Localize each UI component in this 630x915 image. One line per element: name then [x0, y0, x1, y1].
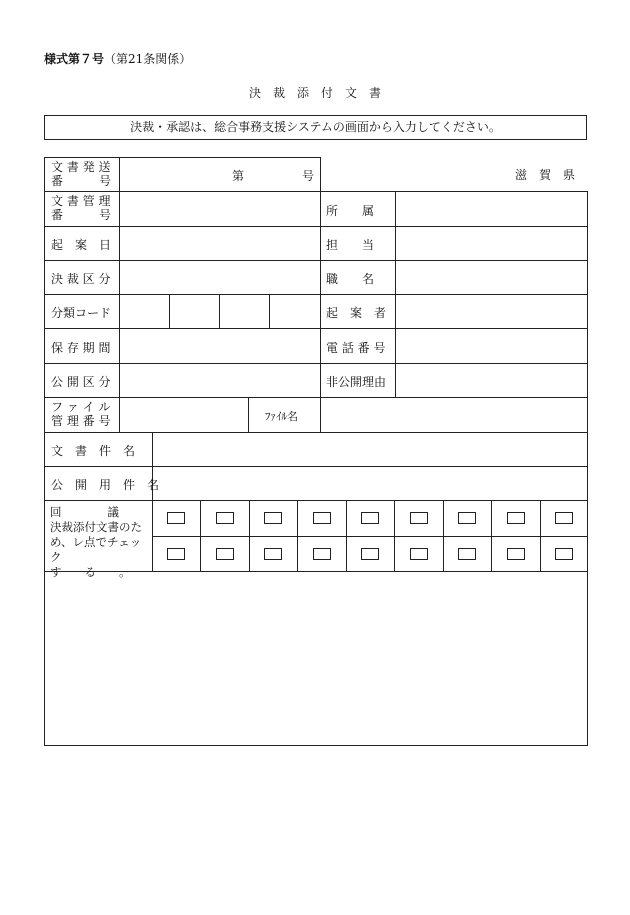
label-line: 回 議 [50, 505, 119, 519]
label-line: 番 号 [51, 174, 112, 188]
confirm-checkbox[interactable] [216, 512, 234, 524]
checkbox-col-divider [394, 500, 395, 571]
send-no-right-border [320, 157, 321, 191]
draft-date-label: 起 案 日 [51, 238, 112, 252]
confirm-checkbox[interactable] [555, 512, 573, 524]
confirm-checkbox[interactable] [410, 512, 428, 524]
doc-send-number-label [51, 160, 115, 188]
code-cell-divider [269, 294, 270, 328]
class-code-label: 分類コード [51, 306, 112, 320]
confirm-checkbox[interactable] [458, 512, 476, 524]
checkbox-col-divider [249, 500, 250, 571]
retention-label: 保 存 期 間 [51, 341, 111, 355]
checkbox-col-divider [491, 500, 492, 571]
file-mgmt-number-label [51, 400, 115, 428]
row-line [44, 432, 588, 433]
public-subject-label: 公 開 用 件 名 [51, 478, 160, 492]
confirm-checkbox[interactable] [264, 548, 282, 560]
checkbox-col-divider [540, 500, 541, 571]
row-line [44, 363, 588, 364]
drafter-label: 起 案 者 [326, 306, 387, 320]
label-line: 決裁添付文書のた [50, 520, 142, 534]
confirm-checkbox[interactable] [555, 548, 573, 560]
middle-column-divider [320, 191, 321, 432]
phone-label: 電 話 番 号 [326, 341, 386, 355]
bottom-border [44, 745, 588, 746]
page-title: 決 裁 添 付 文 書 [248, 86, 381, 100]
confirm-checkbox[interactable] [313, 548, 331, 560]
decision-class-label: 決 裁 区 分 [51, 272, 111, 286]
number-prefix: 第 [232, 169, 245, 183]
checkbox-col-divider [200, 500, 201, 571]
code-cell-divider [219, 294, 220, 328]
row-line [44, 397, 588, 398]
row-line [44, 226, 588, 227]
person-in-charge-label: 担 当 [326, 238, 375, 252]
row-line [44, 294, 588, 295]
label-line: す る 。 [50, 565, 131, 579]
affiliation-label: 所 属 [326, 204, 375, 218]
right-label-divider [395, 191, 396, 397]
label-column-divider [119, 157, 120, 432]
confirm-checkbox[interactable] [507, 512, 525, 524]
row-line [44, 466, 588, 467]
label-line: 番 号 [51, 208, 112, 222]
confirm-checkbox[interactable] [458, 548, 476, 560]
row-line [44, 328, 588, 329]
label-line: 文 書 管 理 [51, 194, 111, 208]
outer-right-border [587, 191, 588, 745]
row-line [44, 260, 588, 261]
form-identifier [44, 50, 191, 67]
notice-box: 決裁・承認は、総合事務支援システムの画面から入力してください。 [44, 115, 587, 140]
nondisclosure-reason-label: 非公開理由 [326, 375, 387, 389]
doc-subject-label: 文 書 件 名 [51, 444, 136, 458]
outer-left-border [44, 157, 45, 745]
top-border [44, 157, 320, 158]
job-title-label: 職 名 [326, 272, 375, 286]
checkbox-col-divider [346, 500, 347, 571]
confirm-checkbox[interactable] [167, 512, 185, 524]
confirm-checkbox[interactable] [264, 512, 282, 524]
row-line [44, 191, 588, 192]
prefecture-name: 滋 賀 県 [515, 168, 576, 182]
label-line: フ ァ イ ル [51, 400, 111, 414]
circulation-label [50, 505, 150, 580]
code-cell-divider [169, 294, 170, 328]
number-suffix: 号 [302, 169, 315, 183]
label-line: 文 書 発 送 [51, 160, 111, 174]
confirm-checkbox[interactable] [216, 548, 234, 560]
confirm-checkbox[interactable] [167, 548, 185, 560]
checkbox-col-divider [443, 500, 444, 571]
file-name-divider [248, 397, 249, 432]
checkbox-col-divider [297, 500, 298, 571]
confirm-checkbox[interactable] [507, 548, 525, 560]
subject-label-divider [152, 432, 153, 571]
confirm-checkbox[interactable] [313, 512, 331, 524]
row-line [44, 500, 588, 501]
doc-mgmt-number-label [51, 194, 115, 222]
form-reference: （第21条関係） [104, 52, 192, 66]
disclosure-label: 公 開 区 分 [51, 375, 111, 389]
label-line: め、レ点でチェック [50, 535, 142, 564]
confirm-checkbox[interactable] [361, 548, 379, 560]
label-line: 管 理 番 号 [51, 414, 111, 428]
confirm-checkbox[interactable] [410, 548, 428, 560]
file-name-label: ﾌｧｲﾙ名 [265, 410, 298, 423]
confirm-checkbox[interactable] [361, 512, 379, 524]
checkbox-row-divider [152, 536, 588, 537]
form-number: 様式第７号 [44, 52, 105, 66]
